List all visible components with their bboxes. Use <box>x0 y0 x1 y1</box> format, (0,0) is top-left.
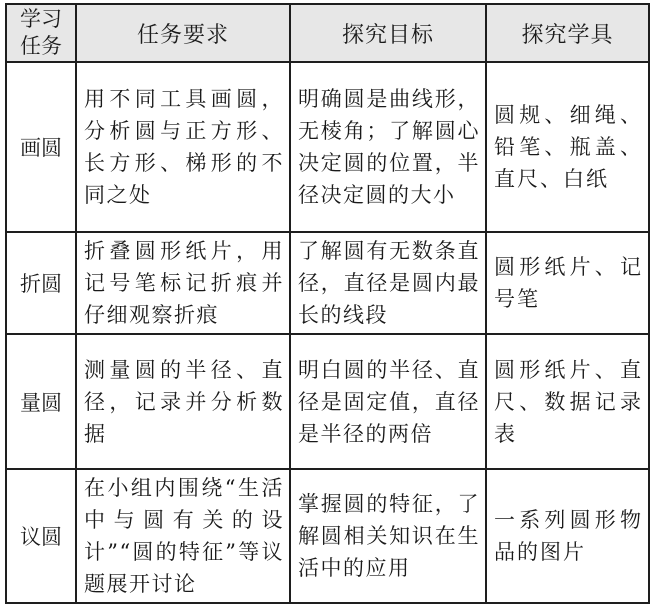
tools-cell: 圆形纸片、记号笔 <box>486 232 649 334</box>
task-name-cell: 量圆 <box>6 334 76 469</box>
requirement-cell: 测量圆的半径、直径，记录并分析数据 <box>76 334 290 469</box>
header-inquiry-tools: 探究学具 <box>486 4 649 62</box>
goal-cell: 了解圆有无数条直径，直径是圆内最长的线段 <box>290 232 486 334</box>
goal-cell: 明白圆的半径、直径是固定值，直径是半径的两倍 <box>290 334 486 469</box>
task-name-cell: 折圆 <box>6 232 76 334</box>
requirement-cell: 用不同工具画圆，分析圆与正方形、长方形、梯形的不同之处 <box>76 62 290 232</box>
requirement-cell: 折叠圆形纸片，用记号笔标记折痕并仔细观察折痕 <box>76 232 290 334</box>
task-name-cell: 画圆 <box>6 62 76 232</box>
task-name-cell: 议圆 <box>6 469 76 603</box>
table-row <box>6 232 649 334</box>
header-learning-task-line2: 任务 <box>20 34 62 58</box>
table-header-row <box>6 4 649 62</box>
header-learning-task-line1: 学习 <box>20 7 62 31</box>
tools-cell: 圆规、细绳、铅笔、瓶盖、直尺、白纸 <box>486 62 649 232</box>
goal-cell: 明确圆是曲线形，无棱角；了解圆心决定圆的位置，半径决定圆的大小 <box>290 62 486 232</box>
goal-cell: 掌握圆的特征，了解圆相关知识在生活中的应用 <box>290 469 486 603</box>
requirement-cell: 在小组内围绕“生活中与圆有关的设计”“圆的特征”等议题展开讨论 <box>76 469 290 603</box>
header-inquiry-goal: 探究目标 <box>290 4 486 62</box>
header-learning-task <box>6 4 76 62</box>
tools-cell: 圆形纸片、直尺、数据记录表 <box>486 334 649 469</box>
table-row <box>6 62 649 232</box>
table-row <box>6 334 649 469</box>
table-row <box>6 469 649 603</box>
tools-cell: 一系列圆形物品的图片 <box>486 469 649 603</box>
task-table <box>5 3 650 604</box>
header-task-requirement: 任务要求 <box>76 4 290 62</box>
